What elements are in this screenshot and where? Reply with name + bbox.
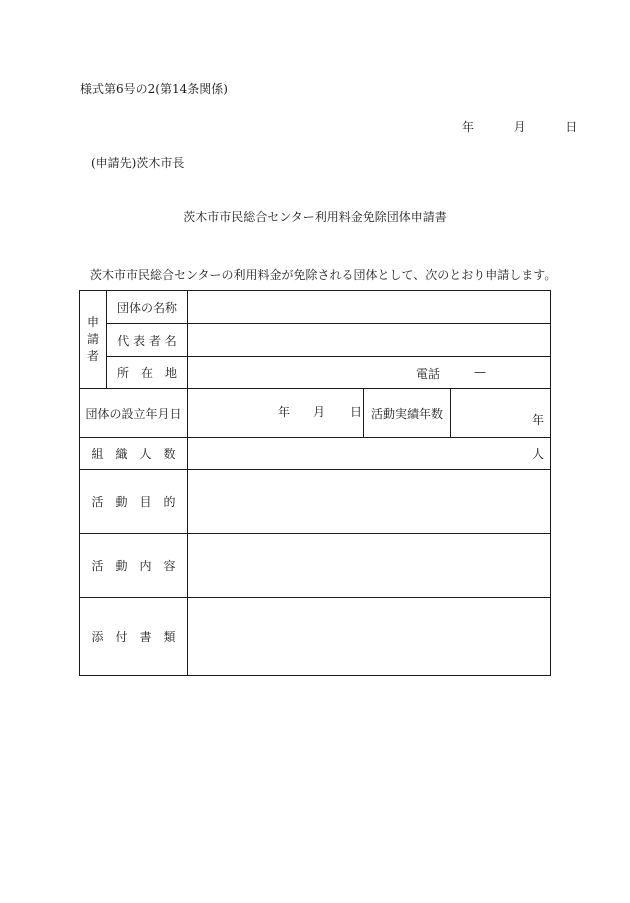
recipient: (申請先)茨木市長: [91, 156, 185, 170]
address-field[interactable]: [188, 357, 551, 389]
row-content: [80, 534, 551, 598]
row-representative: [80, 324, 551, 357]
form-title: 茨木市市民総合センター利用料金免除団体申請書: [183, 210, 447, 224]
row-established: [80, 389, 551, 438]
phone-dash: —: [474, 365, 486, 379]
org-name-label: 団体の名称: [107, 291, 188, 324]
date-month-label: 月: [513, 120, 526, 134]
purpose-label: 活 動 目 的: [80, 470, 188, 534]
representative-field[interactable]: [188, 324, 551, 357]
applicant-char-2: 請: [86, 332, 99, 346]
row-org-name: [80, 291, 551, 324]
row-attachments: [80, 598, 551, 676]
row-members: [80, 438, 551, 470]
content-label: 活 動 内 容: [80, 534, 188, 598]
members-unit: 人: [532, 447, 545, 461]
intro-text: 茨木市市民総合センターの利用料金が免除される団体として、次のとおり申請します。: [90, 268, 557, 282]
established-date-field[interactable]: [188, 389, 364, 438]
activity-years-label: 活動実績年数: [364, 389, 451, 438]
est-day-label: 日: [350, 405, 363, 419]
members-field[interactable]: [188, 438, 551, 470]
applicant-char-1: 申: [86, 315, 99, 329]
established-label: 団体の設立年月日: [80, 389, 188, 438]
years-unit: 年: [532, 413, 545, 427]
org-name-field[interactable]: [188, 291, 551, 324]
application-form-table: [79, 290, 551, 676]
activity-years-field[interactable]: [451, 389, 551, 438]
date-year-label: 年: [462, 120, 475, 134]
application-date: [462, 118, 577, 135]
content-field[interactable]: [188, 534, 551, 598]
attachments-field[interactable]: [188, 598, 551, 676]
purpose-field[interactable]: [188, 470, 551, 534]
form-reference: 様式第6号の2(第14条関係): [80, 82, 228, 96]
representative-label: 代 表 者 名: [107, 324, 188, 357]
applicant-vertical-label: [80, 291, 107, 389]
address-label: 所 在 地: [107, 357, 188, 389]
date-day-label: 日: [565, 120, 578, 134]
attachments-label: 添 付 書 類: [80, 598, 188, 676]
phone-label: 電話: [416, 367, 441, 381]
row-address: [80, 357, 551, 389]
row-purpose: [80, 470, 551, 534]
applicant-char-3: 者: [86, 349, 99, 363]
est-month-label: 月: [313, 405, 326, 419]
members-label: 組 織 人 数: [80, 438, 188, 470]
est-year-label: 年: [278, 405, 291, 419]
